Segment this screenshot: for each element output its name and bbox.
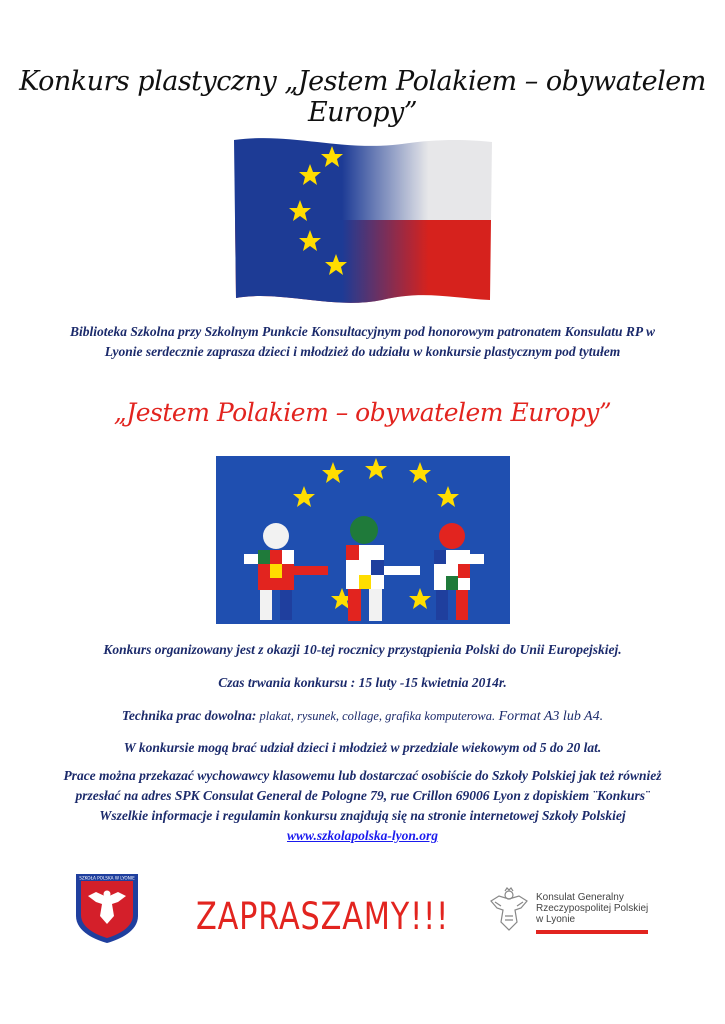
website-link[interactable]: www.szkolapolska-lyon.org [286, 828, 439, 843]
technique-label: Technika prac dowolna: [121, 708, 257, 723]
consulate-logo [489, 886, 651, 936]
consulate-line-3: w Lyonie [536, 914, 576, 925]
consulate-red-bar [536, 930, 648, 934]
intro-text: Biblioteka Szkolna przy Szkolnym Punkcie Konsultacyjnym pod honorowym patronatem Konsulatu RP w Lyonie serdecznie zaprasza dzieci i młodzież do udziału w konkursie plastycznym pod tytułem [70, 324, 655, 359]
technique-list: plakat, rysunek, collage, grafika komputerowa. [256, 709, 496, 723]
format-text: Format A3 lub A4. [495, 709, 604, 724]
occasion-text: Konkurs organizowany jest z okazji 10-tej rocznicy przystąpienia Polski do Unii Europejskiej. [103, 642, 622, 657]
consulate-line-2: Rzeczypospolitej Polskiej [536, 903, 649, 914]
school-crest-text: SZKOŁA POLSKA W LYONIE [79, 875, 135, 881]
ages-text: W konkursie mogą brać udział dzieci i młodzież w przedziale wiekowym od 5 do 20 lat. [123, 740, 602, 755]
contest-subtitle: „Jestem Polakiem – obywatelem Europy” [113, 398, 612, 427]
duration-text: Czas trwania konkursu : 15 luty -15 kwietnia 2014r. [218, 675, 507, 690]
consulate-line-1: Konsulat Generalny [536, 892, 624, 903]
polish-eagle-icon [489, 886, 529, 932]
submission-block [40, 766, 685, 846]
eu-poland-flag-icon [232, 130, 494, 305]
school-crest-icon [74, 872, 140, 944]
invite-heading: ZAPRASZAMY!!! [196, 895, 450, 938]
page-title: Konkurs plastyczny „Jestem Polakiem – obywatelem Europy” [19, 66, 706, 128]
technique-text [40, 706, 685, 727]
eu-stars-children-icon [216, 456, 510, 624]
submission-text: Prace można przekazać wychowawcy klasowemu lub dostarczać osobiście do Szkoły Polskiej jak też również przesłać na adres SPK Consulat General de Pologne 79, rue Crillon 69006 Lyon z dopiskiem ¨Konkurs¨ [63, 768, 662, 803]
info-text: Wszelkie informacje i regulamin konkursu znajdują się na stronie internetowej Szkoły Polskiej [99, 808, 626, 823]
